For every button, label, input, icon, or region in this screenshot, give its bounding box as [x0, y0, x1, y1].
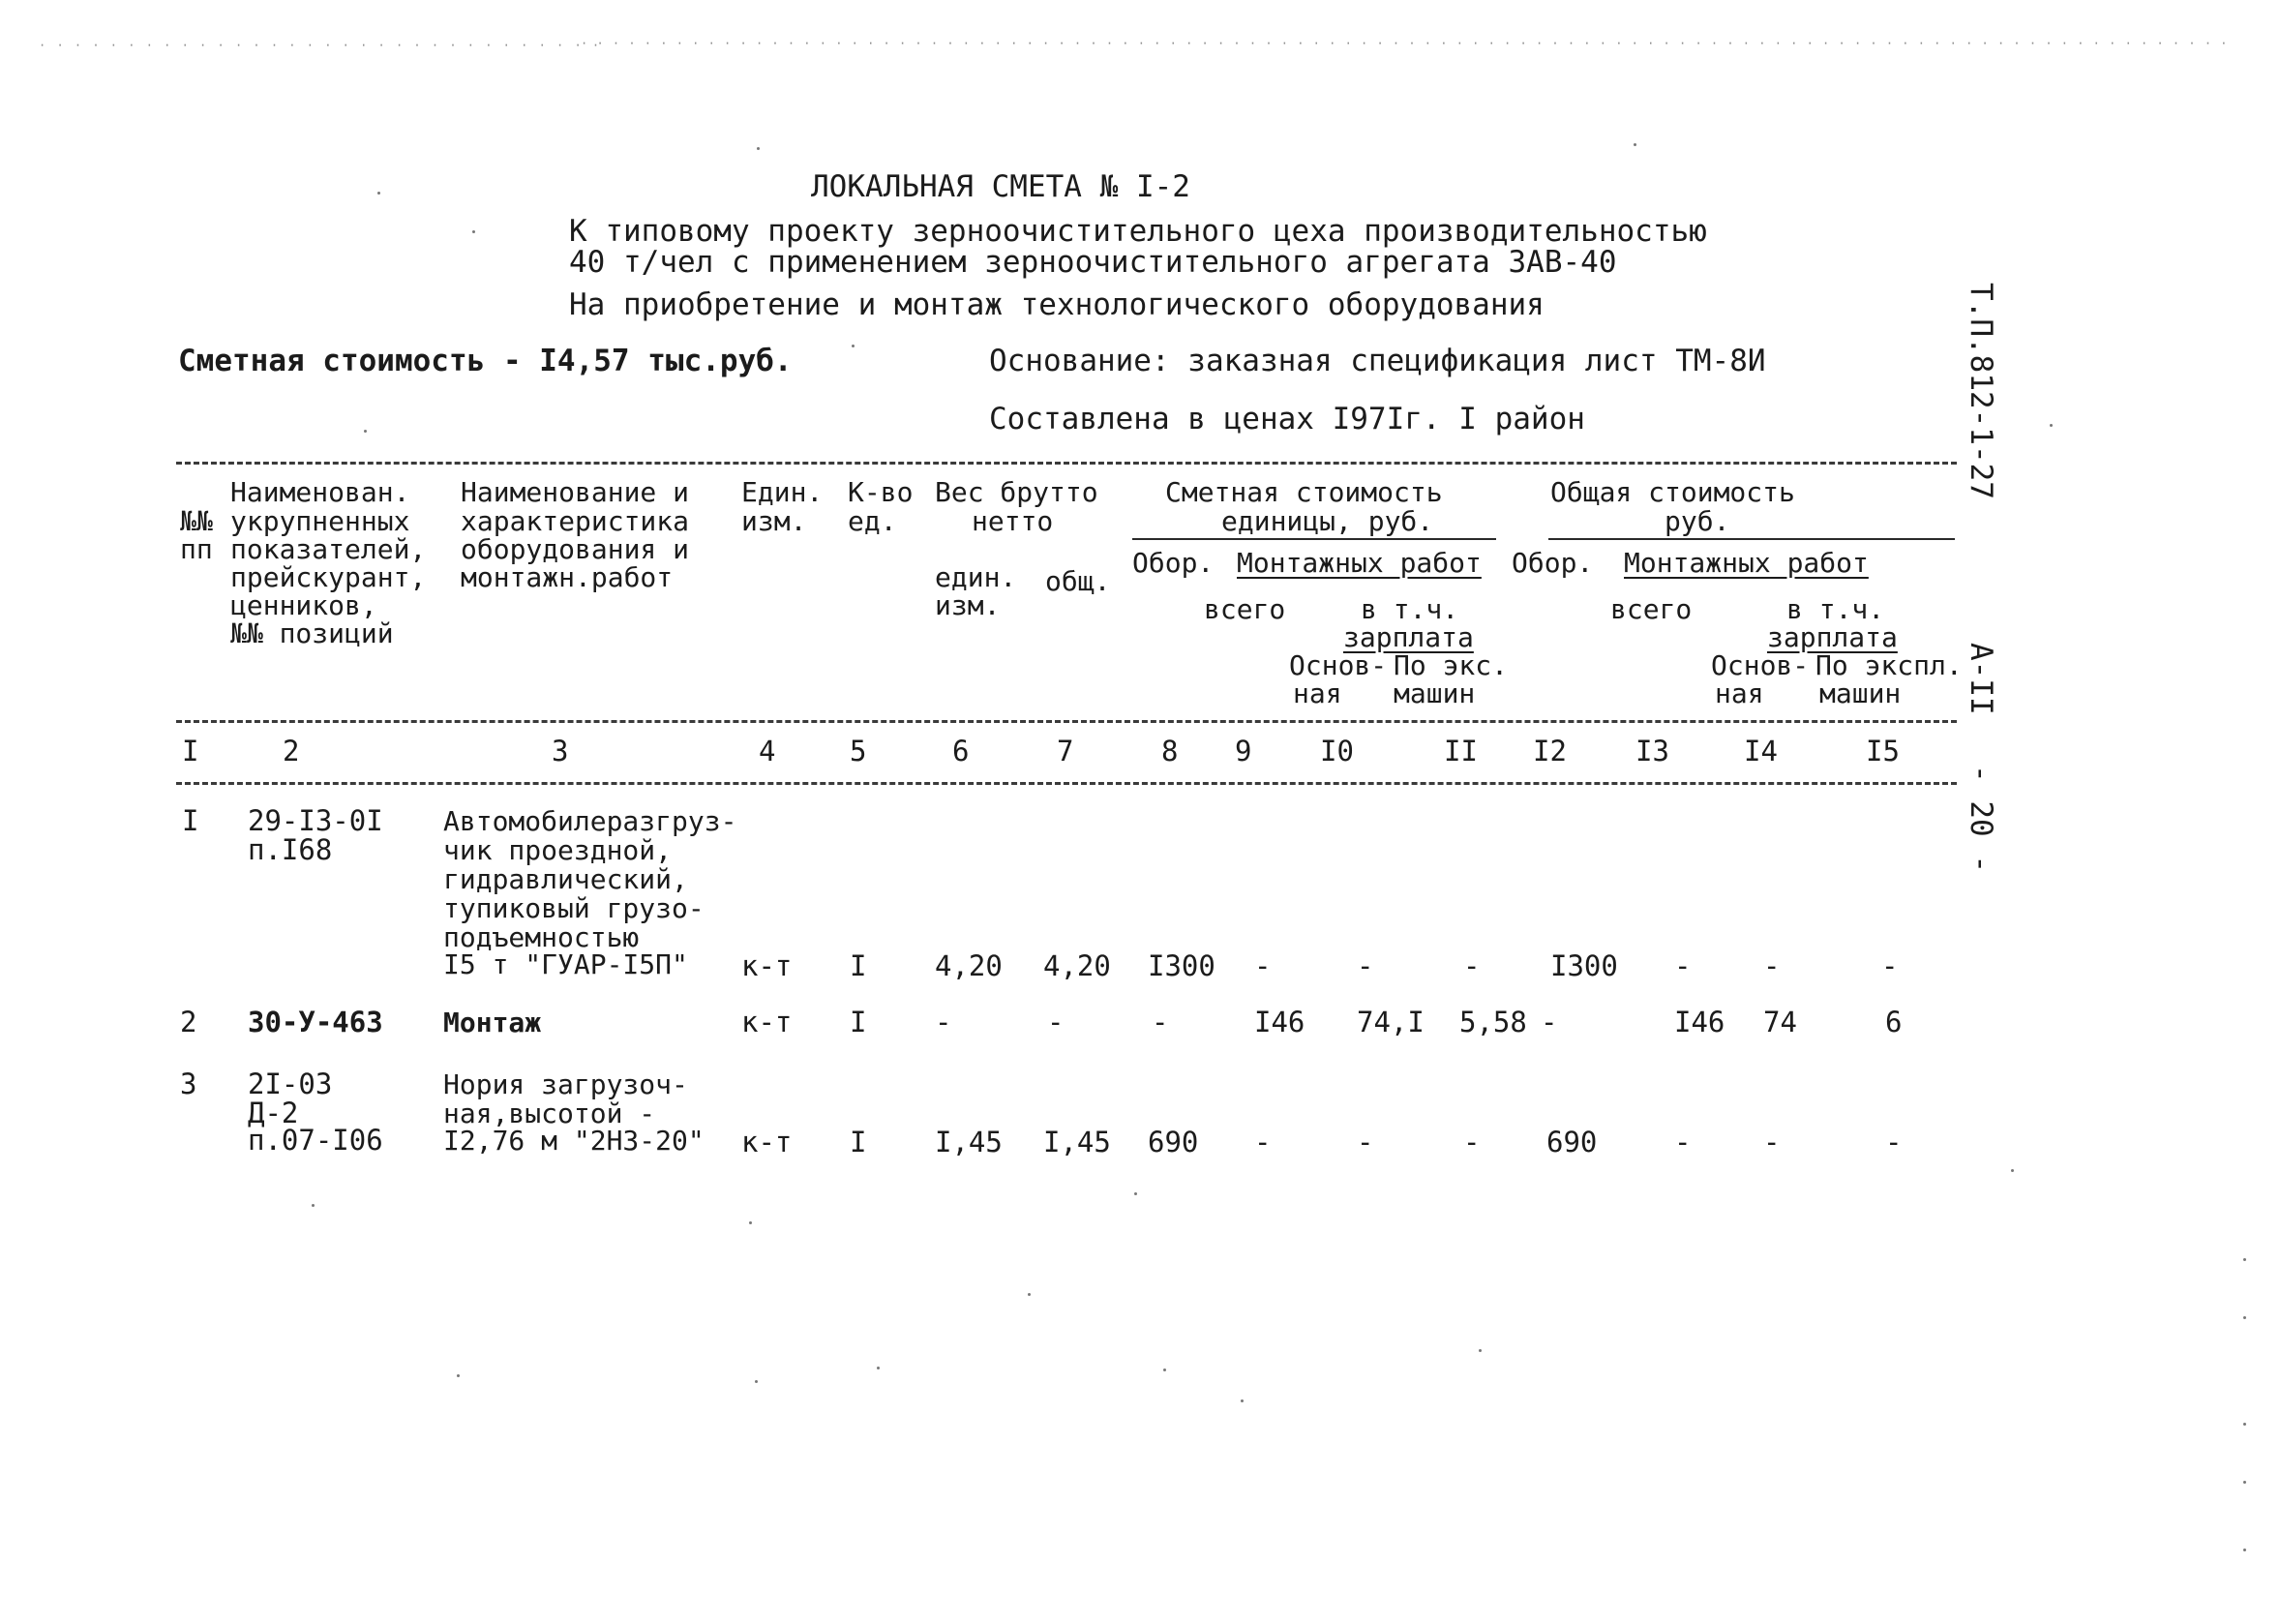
colnum-14: I4 — [1744, 735, 1778, 767]
header-unit-line2: изм. — [741, 505, 807, 537]
header-total-salary: зарплата — [1767, 621, 1898, 653]
table-row-2-equip: - — [1152, 1006, 1169, 1038]
scan-speck — [1634, 143, 1636, 146]
header-unit-machine-line2: машин — [1394, 677, 1476, 709]
table-row-3-unit: к-т — [741, 1126, 793, 1158]
header-total-install-works: Монтажных работ — [1624, 547, 1869, 579]
colnum-6: 6 — [952, 735, 970, 767]
table-row-1-w-unit: 4,20 — [935, 949, 1003, 982]
basis-line: Основание: заказная спецификация лист ТМ-8И — [989, 344, 1766, 378]
scan-artifact-top-right: · · · · · · · · · · · · · · · · · · · · · · · · · · · · · · · · · · · · · · · · · · · · · · · · · · · · · · · · · · · · · · · · · · · · · · · · · · · · · · · · · · · · · · · · · · · · · · · · · · · · · · · · — [581, 37, 2229, 50]
header-total-machine-line1: По экспл. — [1815, 649, 1963, 681]
header-col2-line3: показателей, — [230, 533, 427, 565]
scan-speck — [757, 147, 760, 150]
scan-speck — [1479, 1349, 1482, 1352]
scan-speck — [749, 1221, 752, 1224]
table-row-2-g-equip: - — [1541, 1006, 1558, 1038]
table-row-3-name-3: I2,76 м "2НЗ-20" — [443, 1125, 705, 1157]
scan-speck — [2243, 1258, 2246, 1261]
header-total-cost-sub: руб. — [1665, 505, 1730, 537]
document-subtitle-line1: К типовому проекту зерноочистительного цеха производительностью — [569, 214, 1707, 249]
colnum-15: I5 — [1866, 735, 1900, 767]
table-row-3-w-unit: I,45 — [935, 1126, 1003, 1158]
header-unit-cost-sub: единицы, руб. — [1221, 505, 1434, 537]
table-row-1-name-1: Автомобилеразгруз- — [443, 805, 737, 837]
table-row-1-g-equip: I300 — [1550, 949, 1618, 982]
header-total-cost-title: Общая стоимость — [1550, 476, 1795, 508]
header-unit-including: в т.ч. — [1361, 593, 1459, 625]
table-row-1-name-6: I5 т "ГУАР-I5П" — [443, 948, 688, 980]
table-row-1-g-total: - — [1674, 949, 1692, 982]
colnum-13: I3 — [1635, 735, 1669, 767]
table-row-3-qty: I — [850, 1126, 867, 1158]
table-row-3-num: 3 — [180, 1068, 197, 1100]
colnum-11: II — [1444, 735, 1478, 767]
header-bottom-rule — [176, 720, 1957, 723]
table-row-3-g-salary: - — [1763, 1126, 1781, 1158]
scan-speck — [852, 345, 855, 347]
unit-cost-rule — [1132, 538, 1496, 540]
scan-speck — [2243, 1549, 2246, 1551]
colnum-8: 8 — [1161, 735, 1179, 767]
header-weight-sub: нетто — [972, 505, 1054, 537]
header-col2-line5: ценников, — [230, 589, 377, 621]
total-cost-rule — [1548, 538, 1955, 540]
table-row-2-qty: I — [850, 1006, 867, 1038]
scan-speck — [1134, 1192, 1137, 1195]
scan-speck — [1163, 1368, 1166, 1371]
header-total-including: в т.ч. — [1786, 593, 1885, 625]
scan-speck — [2243, 1423, 2246, 1426]
table-row-3-salary: - — [1357, 1126, 1374, 1158]
table-row-2-code-1: 30-У-463 — [248, 1006, 383, 1038]
table-row-3-equip: 690 — [1148, 1126, 1199, 1158]
scan-speck — [877, 1367, 880, 1369]
header-qty-line1: К-во — [848, 476, 914, 508]
scan-artifact-top: · · · · · · · · · · · · · · · · · · · · · · · · · · · · · · · · — [39, 39, 602, 52]
numbers-bottom-rule — [176, 782, 1957, 785]
header-total-basic-line2: ная — [1715, 677, 1764, 709]
table-row-1-equip: I300 — [1148, 949, 1215, 982]
page-number-label: - 20 - — [1964, 765, 1998, 873]
header-col3-line2: характеристика — [461, 505, 690, 537]
header-unit-basic-line1: Основ- — [1289, 649, 1388, 681]
table-row-2-g-machine: 6 — [1885, 1006, 1903, 1038]
table-row-1-code-1: 29-I3-0I — [248, 804, 383, 837]
project-code-label: Т.П.812-1-27 — [1964, 283, 1998, 499]
table-row-1-name-4: тупиковый грузо- — [443, 892, 705, 924]
header-unit-equip: Обор. — [1132, 547, 1215, 579]
header-col3-line4: монтажн.работ — [461, 561, 674, 593]
scan-speck — [755, 1380, 758, 1383]
table-row-1-num: I — [182, 804, 199, 837]
header-weight-title: Вес брутто — [935, 476, 1098, 508]
colnum-3: 3 — [552, 735, 569, 767]
header-unit-cost-title: Сметная стоимость — [1165, 476, 1443, 508]
scan-speck — [2243, 1316, 2246, 1319]
header-col2-line4: прейскурант, — [230, 561, 427, 593]
document-subtitle-line2: 40 т/чел с применением зерноочистительного агрегата ЗАВ-40 — [569, 245, 1617, 280]
table-row-3-g-machine: - — [1885, 1126, 1903, 1158]
header-col2-line2: укрупненных — [230, 505, 410, 537]
header-col2-line1: Наименован. — [230, 476, 410, 508]
table-row-2-unit: к-т — [741, 1006, 793, 1038]
table-row-3-name-1: Нория загрузоч- — [443, 1068, 688, 1100]
table-row-1-name-2: чик проездной, — [443, 834, 673, 866]
header-unit-total: всего — [1204, 593, 1286, 625]
table-row-3-g-total: - — [1674, 1126, 1692, 1158]
table-row-1-name-5: подъемностью — [443, 921, 640, 953]
header-weight-total: общ. — [1045, 565, 1111, 597]
header-total-total: всего — [1610, 593, 1693, 625]
table-row-3-code-1: 2I-03 — [248, 1068, 333, 1100]
scan-speck — [2050, 424, 2053, 427]
header-unit-line1: Един. — [741, 476, 824, 508]
table-row-1-unit: к-т — [741, 949, 793, 982]
table-row-2-salary: 74,I — [1357, 1006, 1425, 1038]
table-row-1-total: - — [1254, 949, 1272, 982]
colnum-4: 4 — [759, 735, 776, 767]
scan-speck — [1241, 1399, 1244, 1402]
header-col3-line1: Наименование и — [461, 476, 690, 508]
header-total-machine-line2: машин — [1819, 677, 1902, 709]
table-row-1-w-total: 4,20 — [1043, 949, 1111, 982]
table-row-1-qty: I — [850, 949, 867, 982]
table-row-1-machine: - — [1463, 949, 1481, 982]
table-row-1-salary: - — [1357, 949, 1374, 982]
header-total-equip: Обор. — [1512, 547, 1594, 579]
document-purpose: На приобретение и монтаж технологического оборудования — [569, 287, 1545, 322]
colnum-12: I2 — [1533, 735, 1567, 767]
table-row-3-code-3: п.07-I06 — [248, 1124, 383, 1157]
colnum-7: 7 — [1057, 735, 1074, 767]
scan-speck — [1028, 1293, 1031, 1296]
scan-speck — [2011, 1169, 2014, 1172]
table-row-2-w-unit: - — [935, 1006, 952, 1038]
header-unit-install-works: Монтажных работ — [1237, 547, 1482, 579]
table-row-3-name-2: ная,высотой - — [443, 1098, 656, 1129]
scan-speck — [2243, 1481, 2246, 1484]
table-row-2-machine: 5,58 — [1459, 1006, 1527, 1038]
table-row-2-total: I46 — [1254, 1006, 1305, 1038]
album-label: А-II — [1964, 643, 1998, 715]
colnum-2: 2 — [283, 735, 300, 767]
document-title: ЛОКАЛЬНАЯ СМЕТА № I-2 — [811, 169, 1190, 204]
table-row-3-w-total: I,45 — [1043, 1126, 1111, 1158]
table-row-1-g-machine: - — [1881, 949, 1899, 982]
colnum-10: I0 — [1320, 735, 1354, 767]
header-unit-machine-line1: По экс. — [1394, 649, 1509, 681]
header-weight-unit-line1: един. — [935, 561, 1017, 593]
table-row-3-total: - — [1254, 1126, 1272, 1158]
table-row-2-w-total: - — [1047, 1006, 1065, 1038]
table-row-3-code-2: Д-2 — [248, 1097, 299, 1129]
table-row-2-name-1: Монтаж — [443, 1007, 542, 1038]
table-row-1-g-salary: - — [1763, 949, 1781, 982]
header-total-basic-line1: Основ- — [1711, 649, 1810, 681]
table-row-3-g-equip: 690 — [1546, 1126, 1598, 1158]
scan-speck — [457, 1374, 460, 1377]
header-qty-line2: ед. — [848, 505, 897, 537]
table-row-1-code-2: п.I68 — [248, 833, 333, 866]
scan-speck — [364, 430, 367, 433]
colnum-9: 9 — [1235, 735, 1252, 767]
table-row-2-g-total: I46 — [1674, 1006, 1725, 1038]
header-col1-line1: №№ — [180, 505, 213, 537]
colnum-5: 5 — [850, 735, 867, 767]
header-weight-unit-line2: изм. — [935, 589, 1001, 621]
header-unit-salary: зарплата — [1343, 621, 1474, 653]
scan-speck — [472, 230, 475, 233]
header-top-rule — [176, 462, 1957, 465]
header-unit-basic-line2: ная — [1293, 677, 1342, 709]
colnum-1: I — [182, 735, 199, 767]
header-col1-line2: пп — [180, 533, 213, 565]
scan-speck — [312, 1204, 315, 1207]
table-row-2-g-salary: 74 — [1763, 1006, 1797, 1038]
table-row-1-name-3: гидравлический, — [443, 863, 688, 895]
table-row-3-machine: - — [1463, 1126, 1481, 1158]
estimated-cost: Сметная стоимость - I4,57 тыс.руб. — [178, 344, 793, 378]
table-row-2-num: 2 — [180, 1006, 197, 1038]
header-col2-line6: №№ позиций — [230, 617, 394, 649]
scan-speck — [377, 192, 380, 195]
header-col3-line3: оборудования и — [461, 533, 690, 565]
prices-line: Составлена в ценах I97Iг. I район — [989, 402, 1585, 436]
